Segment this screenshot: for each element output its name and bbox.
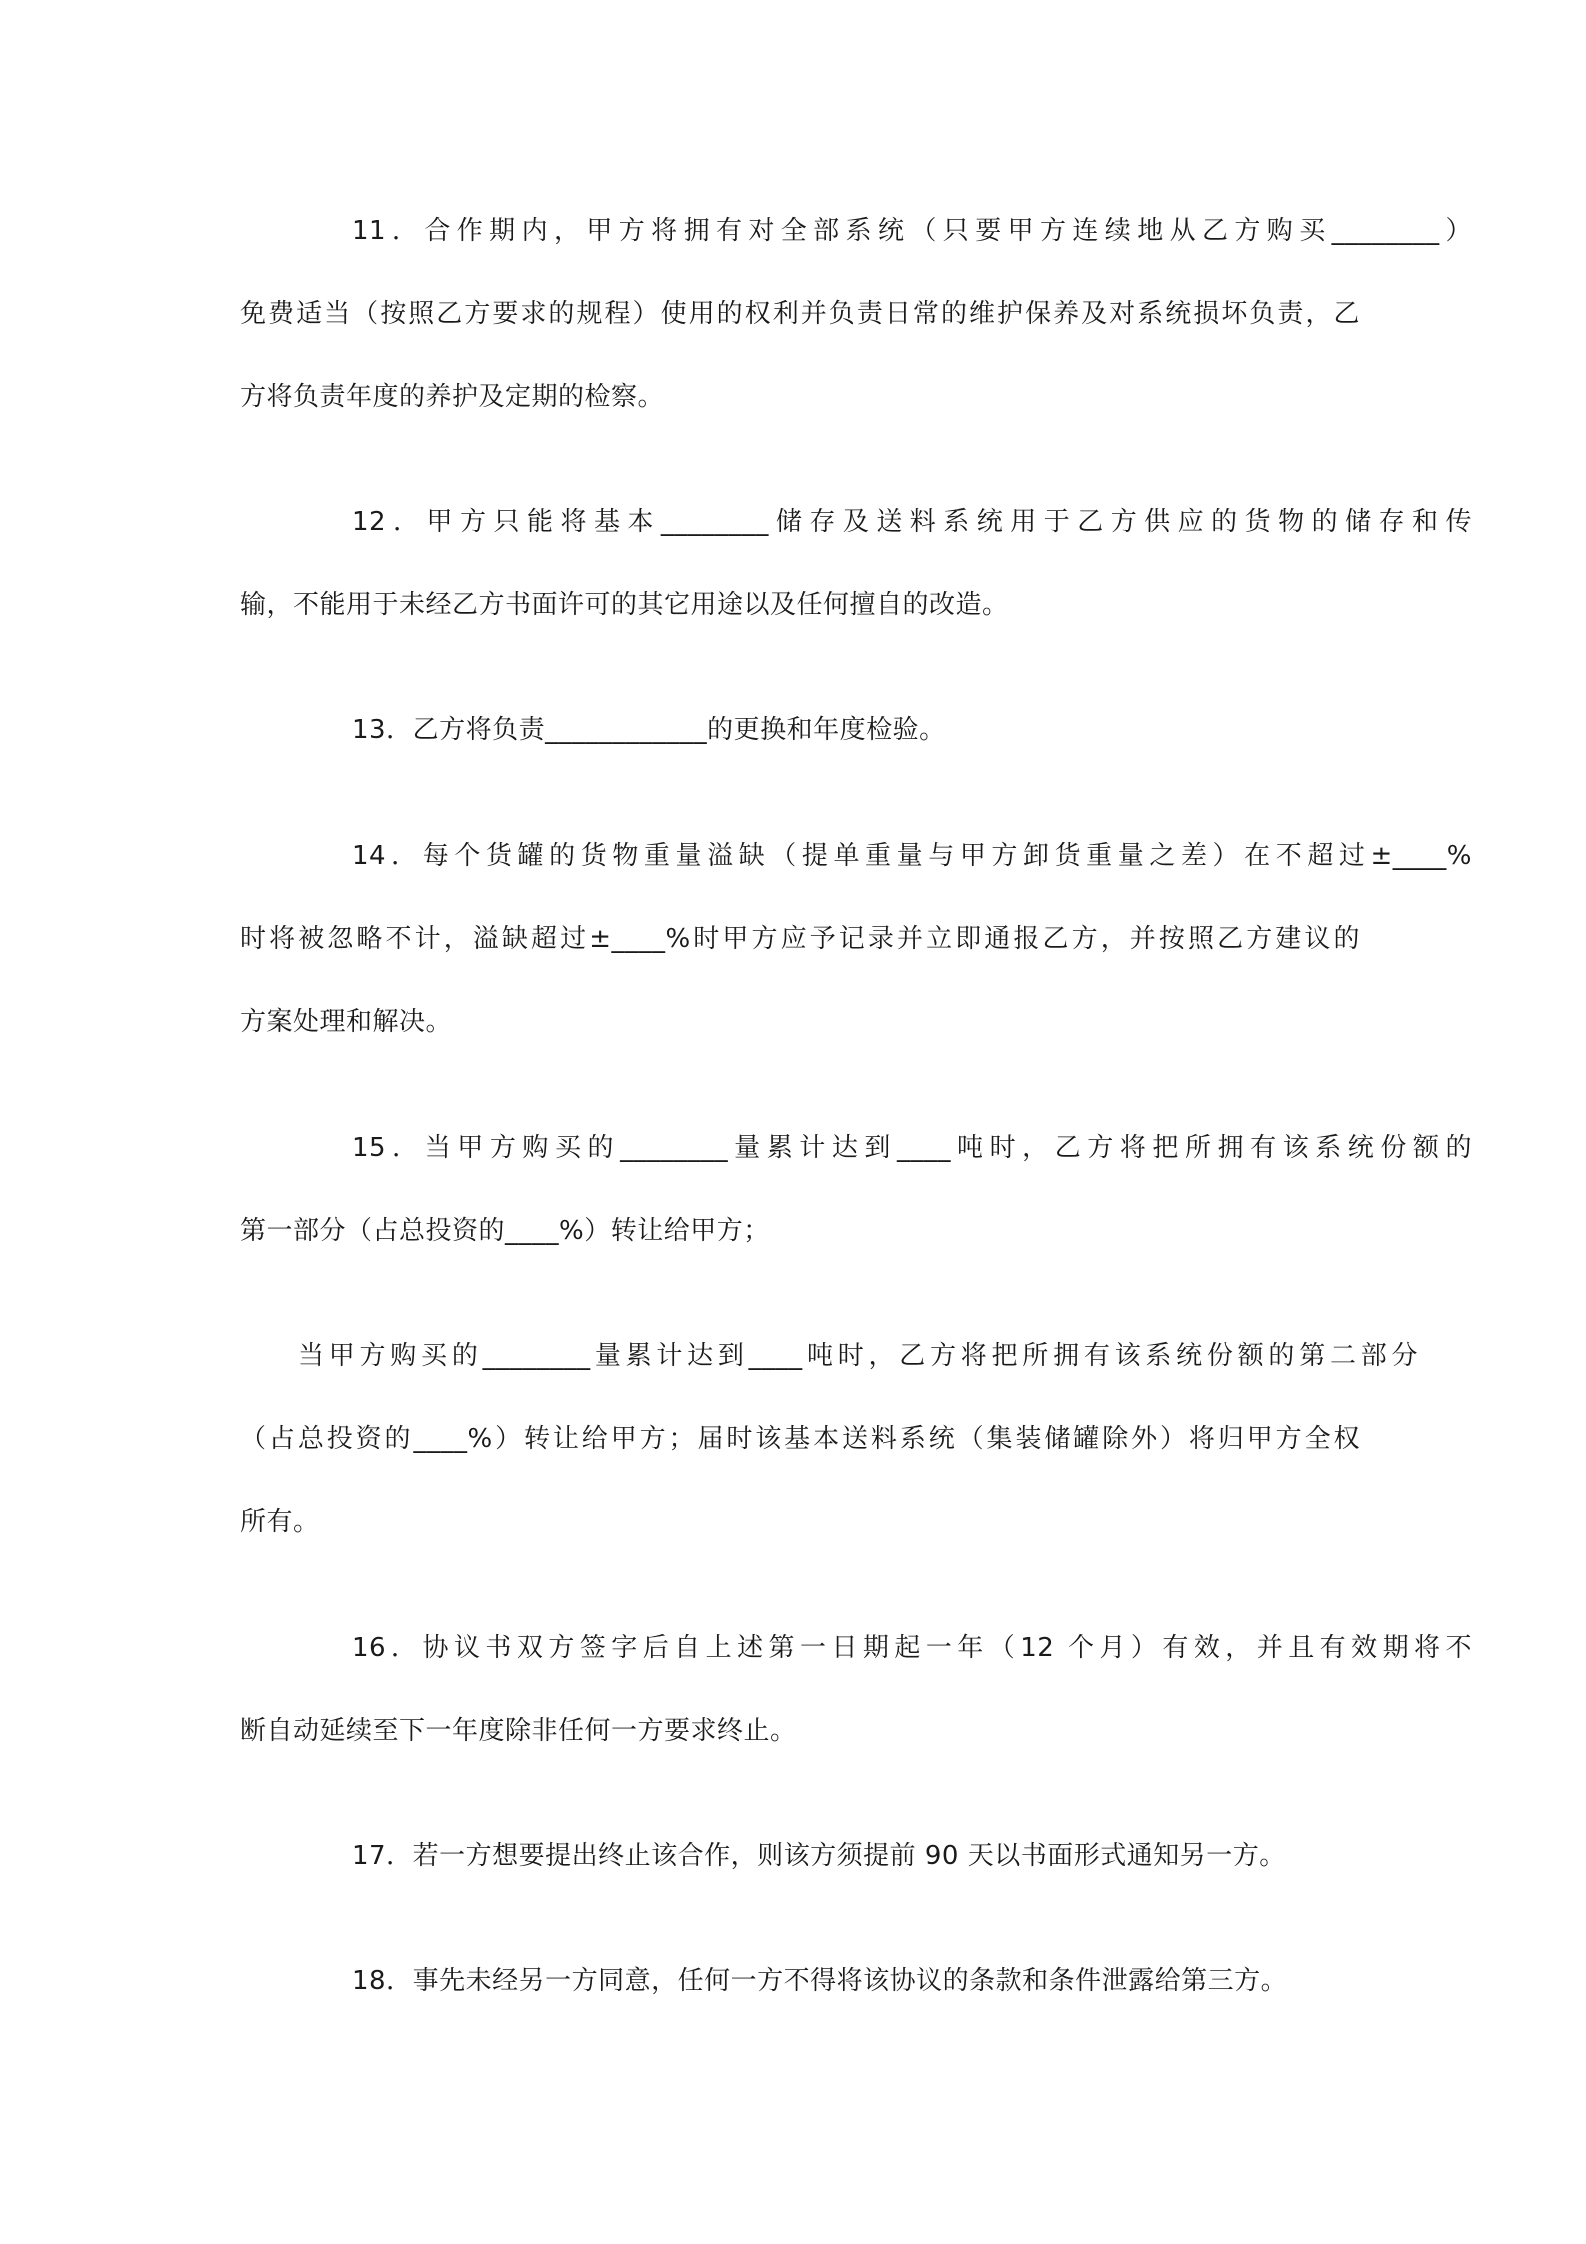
clause-11-line-3: 方将负责年度的养护及定期的检察。	[240, 382, 665, 412]
clause-14-line-2: 时将被忽略不计，溢缺超过±____%时甲方应予记录并立即通报乙方，并按照乙方建议的	[240, 924, 1360, 954]
clause-11-line-2: 免费适当（按照乙方要求的规程）使用的权利并负责日常的维护保养及对系统损坏负责，乙	[240, 299, 1360, 329]
clause-17-line-1: 17．若一方想要提出终止该合作，则该方须提前 90 天以书面形式通知另一方。	[352, 1841, 1286, 1871]
clause-15-line-2: 第一部分（占总投资的____%）转让给甲方；	[240, 1216, 770, 1246]
clause-12-line-1: 12．甲方只能将基本________储存及送料系统用于乙方供应的货物的储存和传	[352, 507, 1472, 537]
clause-16-line-2: 断自动延续至下一年度除非任何一方要求终止。	[240, 1716, 797, 1746]
clause-14-line-1: 14．每个货罐的货物重量溢缺（提单重量与甲方卸货重量之差）在不超过±____%	[352, 841, 1472, 871]
clause-15b-line-3: 所有。	[240, 1507, 320, 1537]
clause-13-line-1: 13．乙方将负责____________的更换和年度检验。	[352, 715, 946, 745]
clause-18-line-1: 18．事先未经另一方同意，任何一方不得将该协议的条款和条件泄露给第三方。	[352, 1966, 1288, 1996]
clause-16-line-1: 16．协议书双方签字后自上述第一日期起一年（12 个月）有效，并且有效期将不	[352, 1633, 1472, 1663]
clause-15b-line-1: 当甲方购买的________量累计达到____吨时，乙方将把所拥有该系统份额的第二部分	[298, 1341, 1418, 1371]
clause-11-line-1: 11．合作期内，甲方将拥有对全部系统（只要甲方连续地从乙方购买________）	[352, 216, 1472, 246]
clause-12-line-2: 输，不能用于未经乙方书面许可的其它用途以及任何擅自的改造。	[240, 590, 1009, 620]
clause-15-line-1: 15．当甲方购买的________量累计达到____吨时，乙方将把所拥有该系统份额的	[352, 1133, 1472, 1163]
clause-14-line-3: 方案处理和解决。	[240, 1007, 453, 1037]
clause-15b-line-2: （占总投资的____%）转让给甲方；届时该基本送料系统（集装储罐除外）将归甲方全权	[240, 1424, 1360, 1454]
